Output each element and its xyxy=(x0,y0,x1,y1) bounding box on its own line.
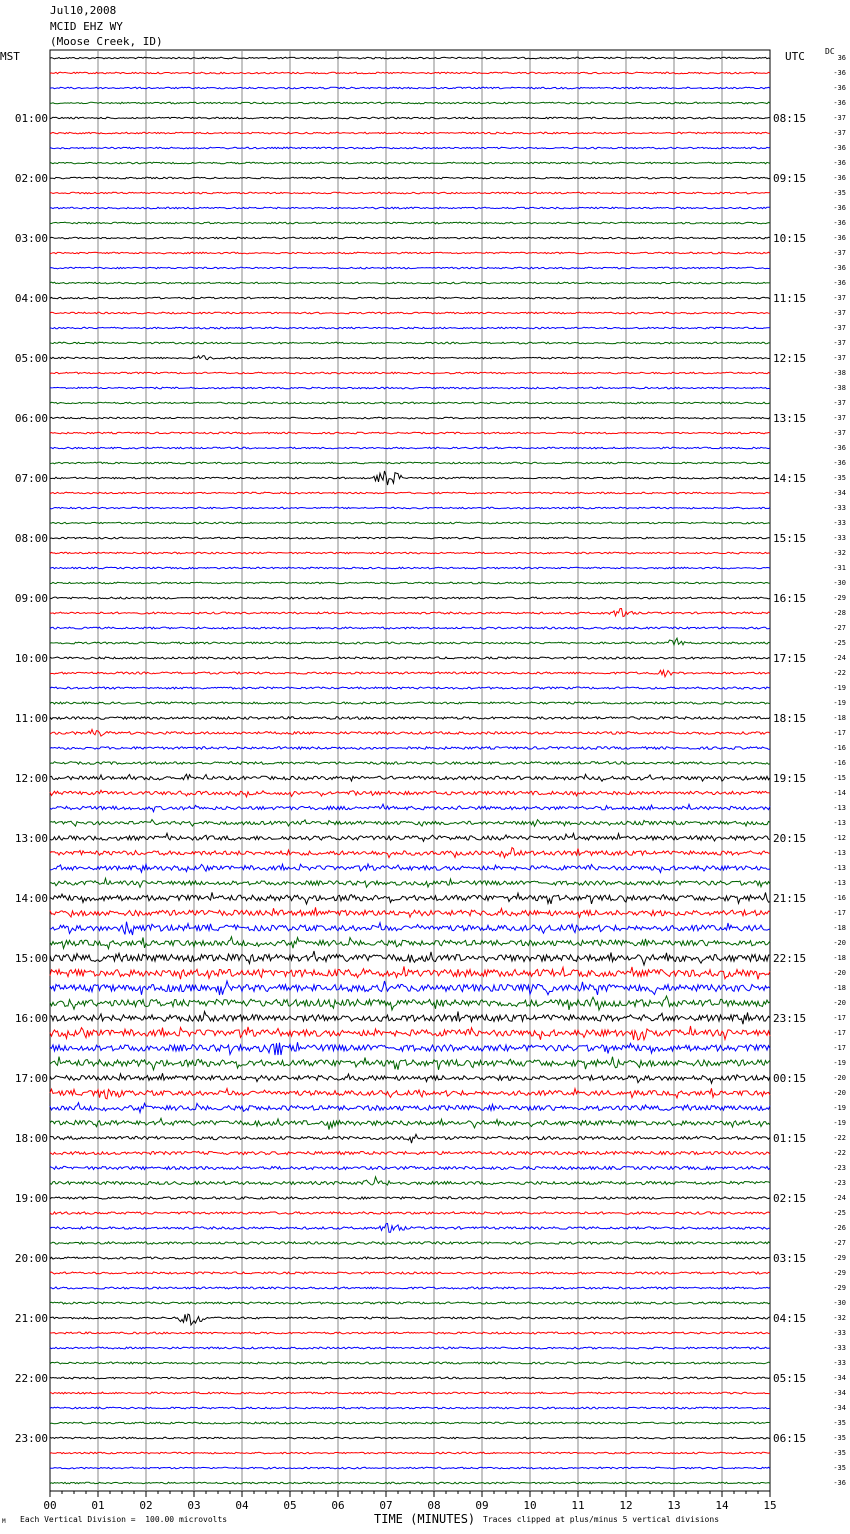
seismic-trace xyxy=(50,372,770,374)
x-tick-label: 01 xyxy=(91,1499,105,1512)
seismic-trace xyxy=(50,1011,770,1024)
date-label: Jul10,2008 xyxy=(50,4,117,17)
seismic-trace xyxy=(50,1103,770,1113)
utc-hour-label: 11:15 xyxy=(773,292,807,305)
seismic-trace xyxy=(50,747,770,750)
seismic-trace xyxy=(50,1057,770,1070)
seismic-trace xyxy=(50,702,770,704)
seismic-trace xyxy=(50,937,770,949)
dc-offset-label: -13 xyxy=(833,804,846,812)
seismic-trace xyxy=(50,1026,770,1040)
utc-hour-label: 21:15 xyxy=(773,892,807,905)
seismic-trace xyxy=(50,297,770,299)
mst-hour-label: 16:00 xyxy=(14,1012,48,1025)
dc-offset-label: -37 xyxy=(833,354,846,362)
x-axis-title: TIME (MINUTES) xyxy=(374,1512,476,1526)
seismic-traces xyxy=(50,57,770,1484)
dc-offset-label: -20 xyxy=(833,969,846,977)
mst-hour-label: 14:00 xyxy=(14,892,48,905)
dc-offset-label: -26 xyxy=(833,1224,846,1232)
mst-hour-label: 18:00 xyxy=(14,1132,48,1145)
mst-hour-label: 04:00 xyxy=(14,292,48,305)
utc-hour-label: 22:15 xyxy=(773,952,807,965)
seismic-trace xyxy=(50,567,770,569)
seismic-trace xyxy=(50,192,770,194)
seismic-trace xyxy=(50,1332,770,1334)
seismic-trace xyxy=(50,597,770,599)
mst-hour-label: 12:00 xyxy=(14,772,48,785)
utc-hour-label: 12:15 xyxy=(773,352,807,365)
dc-offset-label: -25 xyxy=(833,639,846,647)
seismic-trace xyxy=(50,1118,770,1129)
x-tick-label: 00 xyxy=(43,1499,57,1512)
scale-note: Each Vertical Division = 100.00 microvolts xyxy=(20,1515,228,1524)
seismic-trace xyxy=(50,462,770,464)
seismic-trace xyxy=(50,820,770,827)
dc-offset-label: -36 xyxy=(833,144,846,152)
dc-offset-label: -20 xyxy=(833,1074,846,1082)
dc-offset-label: -37 xyxy=(833,324,846,332)
dc-offset-label: -37 xyxy=(833,339,846,347)
dc-offset-label: -16 xyxy=(833,744,846,752)
seismic-trace xyxy=(50,267,770,269)
seismic-trace xyxy=(50,1467,770,1469)
dc-offset-label: -17 xyxy=(833,909,846,917)
x-tick-label: 11 xyxy=(571,1499,585,1512)
seismic-trace xyxy=(50,402,770,404)
dc-offset-label: -20 xyxy=(833,1089,846,1097)
mst-hour-label: 23:00 xyxy=(14,1432,48,1445)
seismic-trace xyxy=(50,117,770,119)
utc-hour-label: 01:15 xyxy=(773,1132,807,1145)
seismic-trace xyxy=(50,552,770,554)
seismic-trace xyxy=(50,1377,770,1379)
dc-offset-label: -17 xyxy=(833,1044,846,1052)
dc-offset-label: -33 xyxy=(833,519,846,527)
dc-offset-label: -32 xyxy=(833,1314,846,1322)
dc-offset-label: -36 xyxy=(833,1479,846,1487)
dc-offset-label: -24 xyxy=(833,654,846,662)
x-tick-label: 12 xyxy=(619,1499,633,1512)
x-tick-label: 06 xyxy=(331,1499,345,1512)
dc-offset-label: -35 xyxy=(833,1419,846,1427)
utc-hour-label: 14:15 xyxy=(773,472,807,485)
dc-offset-label: -36 xyxy=(833,84,846,92)
seismic-trace xyxy=(50,177,770,179)
dc-offset-label: -33 xyxy=(833,1344,846,1352)
seismic-trace xyxy=(50,922,770,935)
dc-offset-label: -36 xyxy=(833,99,846,107)
dc-offset-label: -37 xyxy=(833,129,846,137)
seismic-trace xyxy=(50,132,770,134)
seismic-trace xyxy=(50,1452,770,1454)
seismic-trace xyxy=(50,1287,770,1289)
seismic-trace xyxy=(50,878,770,887)
seismic-trace xyxy=(50,1482,770,1484)
utc-hour-label: 19:15 xyxy=(773,772,807,785)
seismic-trace xyxy=(50,1177,770,1185)
dc-offset-label: -20 xyxy=(833,939,846,947)
seismic-trace xyxy=(50,522,770,524)
seismic-trace xyxy=(50,537,770,539)
dc-offset-label: -20 xyxy=(833,999,846,1007)
dc-offset-label: -33 xyxy=(833,504,846,512)
x-tick-label: 10 xyxy=(523,1499,537,1512)
dc-offset-label: -13 xyxy=(833,819,846,827)
x-tick-label: 02 xyxy=(139,1499,153,1512)
mst-hour-label: 01:00 xyxy=(14,112,48,125)
seismic-trace xyxy=(50,1347,770,1349)
seismic-trace xyxy=(50,387,770,389)
utc-hour-label: 20:15 xyxy=(773,832,807,845)
seismic-trace xyxy=(50,1073,770,1083)
mst-hour-label: 15:00 xyxy=(14,952,48,965)
dc-offset-label: -12 xyxy=(833,834,846,842)
dc-offset-label: -19 xyxy=(833,1119,846,1127)
dc-offset-label: -36 xyxy=(833,234,846,242)
dc-offset-label: -30 xyxy=(833,579,846,587)
dc-offset-label: -36 xyxy=(833,264,846,272)
mst-hour-label: 02:00 xyxy=(14,172,48,185)
utc-hour-label: 18:15 xyxy=(773,712,807,725)
seismic-trace xyxy=(50,1088,770,1099)
dc-offset-label: -17 xyxy=(833,1014,846,1022)
seismic-trace xyxy=(50,729,770,736)
mst-hour-label: 21:00 xyxy=(14,1312,48,1325)
station-label: MCID EHZ WY xyxy=(50,20,123,33)
dc-offset-label: -32 xyxy=(833,549,846,557)
utc-hour-label: 13:15 xyxy=(773,412,807,425)
mst-hour-label: 19:00 xyxy=(14,1192,48,1205)
seismic-trace xyxy=(50,1422,770,1424)
seismic-trace xyxy=(50,162,770,164)
seismic-trace xyxy=(50,72,770,74)
seismic-trace xyxy=(50,1166,770,1169)
utc-hour-label: 00:15 xyxy=(773,1072,807,1085)
mst-hour-label: 05:00 xyxy=(14,352,48,365)
utc-hour-label: 15:15 xyxy=(773,532,807,545)
dc-offset-label: -19 xyxy=(833,699,846,707)
location-label: (Moose Creek, ID) xyxy=(50,35,163,48)
seismic-trace xyxy=(50,492,770,494)
seismic-trace xyxy=(50,1134,770,1143)
seismic-trace xyxy=(50,1392,770,1394)
mst-hour-label: 03:00 xyxy=(14,232,48,245)
dc-offset-label: -16 xyxy=(833,759,846,767)
seismic-trace xyxy=(50,790,770,797)
dc-offset-label: -34 xyxy=(833,1374,846,1382)
seismic-trace xyxy=(50,432,770,434)
seismic-trace xyxy=(50,804,770,812)
dc-offset-label: -34 xyxy=(833,1404,846,1412)
dc-offset-label: 36 xyxy=(837,54,846,62)
dc-offset-label: -29 xyxy=(833,1254,846,1262)
seismic-trace xyxy=(50,717,770,720)
seismic-trace xyxy=(50,356,770,360)
utc-hour-label: 10:15 xyxy=(773,232,807,245)
utc-hour-label: 02:15 xyxy=(773,1192,807,1205)
dc-offset-label: -37 xyxy=(833,399,846,407)
dc-offset-label: -36 xyxy=(833,279,846,287)
dc-offset-label: -35 xyxy=(833,1434,846,1442)
seismic-trace xyxy=(50,966,770,979)
seismic-trace xyxy=(50,627,770,629)
dc-offset-label: -30 xyxy=(833,1299,846,1307)
seismic-trace xyxy=(50,848,770,858)
seismic-trace xyxy=(50,609,770,617)
utc-hour-label: 17:15 xyxy=(773,652,807,665)
dc-offset-label: -15 xyxy=(833,774,846,782)
seismic-trace xyxy=(50,327,770,329)
seismic-trace xyxy=(50,1042,770,1055)
dc-offset-label: -17 xyxy=(833,1029,846,1037)
seismic-trace xyxy=(50,222,770,224)
seismic-trace xyxy=(50,1224,770,1233)
dc-offset-label: -34 xyxy=(833,489,846,497)
utc-hour-label: 03:15 xyxy=(773,1252,807,1265)
utc-hour-label: 04:15 xyxy=(773,1312,807,1325)
seismic-trace xyxy=(50,762,770,765)
mst-hour-label: 20:00 xyxy=(14,1252,48,1265)
dc-offset-label: -18 xyxy=(833,984,846,992)
seismic-trace xyxy=(50,1272,770,1274)
seismic-trace xyxy=(50,417,770,419)
dc-offset-label: -18 xyxy=(833,924,846,932)
seismic-trace xyxy=(50,1437,770,1439)
dc-offset-label: -36 xyxy=(833,69,846,77)
dc-offset-label: -13 xyxy=(833,879,846,887)
dc-offset-label: -16 xyxy=(833,894,846,902)
dc-label: DC xyxy=(825,47,835,56)
dc-offset-label: -35 xyxy=(833,474,846,482)
dc-offset-label: -13 xyxy=(833,864,846,872)
dc-offset-label: -28 xyxy=(833,609,846,617)
seismic-trace xyxy=(50,1151,770,1154)
dc-offset-label: -35 xyxy=(833,189,846,197)
dc-offset-label: -22 xyxy=(833,1134,846,1142)
utc-axis-label: UTC xyxy=(785,50,805,63)
seismic-trace xyxy=(50,981,770,995)
seismic-trace xyxy=(50,342,770,344)
dc-offset-label: -38 xyxy=(833,384,846,392)
dc-offset-label: -19 xyxy=(833,684,846,692)
mst-hour-label: 09:00 xyxy=(14,592,48,605)
dc-offset-label: -36 xyxy=(833,204,846,212)
dc-offset-label: -33 xyxy=(833,534,846,542)
seismic-trace xyxy=(50,237,770,239)
utc-hour-label: 05:15 xyxy=(773,1372,807,1385)
dc-offset-label: -14 xyxy=(833,789,846,797)
corner-mark: M xyxy=(2,1518,6,1525)
seismic-trace xyxy=(50,207,770,209)
dc-offset-label: -35 xyxy=(833,1464,846,1472)
dc-offset-label: -37 xyxy=(833,429,846,437)
utc-hour-label: 09:15 xyxy=(773,172,807,185)
seismic-trace xyxy=(50,507,770,509)
dc-offset-label: -23 xyxy=(833,1179,846,1187)
mst-axis-label: MST xyxy=(0,50,20,63)
seismic-trace xyxy=(50,657,770,659)
dc-offset-label: -37 xyxy=(833,294,846,302)
seismic-trace xyxy=(50,670,770,677)
plot-frame xyxy=(50,50,770,1491)
dc-offset-label: -23 xyxy=(833,1164,846,1172)
seismic-trace xyxy=(50,1314,770,1325)
dc-offset-label: -29 xyxy=(833,1284,846,1292)
utc-hour-label: 16:15 xyxy=(773,592,807,605)
x-tick-label: 03 xyxy=(187,1499,201,1512)
dc-offset-label: -25 xyxy=(833,1209,846,1217)
mst-hour-label: 08:00 xyxy=(14,532,48,545)
seismic-trace xyxy=(50,774,770,781)
seismic-trace xyxy=(50,907,770,917)
seismic-trace xyxy=(50,864,770,873)
dc-offset-label: -36 xyxy=(833,219,846,227)
dc-offset-label: -36 xyxy=(833,174,846,182)
utc-hour-label: 08:15 xyxy=(773,112,807,125)
dc-offset-label: -27 xyxy=(833,1239,846,1247)
dc-offset-label: -17 xyxy=(833,729,846,737)
axis-labels xyxy=(15,54,846,1512)
seismic-trace xyxy=(50,102,770,104)
seismic-trace xyxy=(50,87,770,89)
mst-hour-label: 13:00 xyxy=(14,832,48,845)
dc-offset-label: -33 xyxy=(833,1329,846,1337)
dc-offset-label: -36 xyxy=(833,444,846,452)
seismic-trace xyxy=(50,57,770,59)
dc-offset-label: -33 xyxy=(833,1359,846,1367)
dc-offset-label: -36 xyxy=(833,459,846,467)
seismic-trace xyxy=(50,1407,770,1409)
dc-offset-label: -22 xyxy=(833,669,846,677)
x-tick-label: 04 xyxy=(235,1499,249,1512)
dc-offset-label: -31 xyxy=(833,564,846,572)
seismic-trace xyxy=(50,252,770,254)
dc-offset-label: -36 xyxy=(833,159,846,167)
seismic-trace xyxy=(50,447,770,449)
dc-offset-label: -34 xyxy=(833,1389,846,1397)
dc-offset-label: -37 xyxy=(833,249,846,257)
x-tick-label: 15 xyxy=(763,1499,777,1512)
dc-offset-label: -37 xyxy=(833,414,846,422)
x-tick-label: 05 xyxy=(283,1499,297,1512)
seismic-trace xyxy=(50,1362,770,1364)
seismic-trace xyxy=(50,996,770,1010)
x-tick-label: 07 xyxy=(379,1499,393,1512)
x-tick-label: 14 xyxy=(715,1499,729,1512)
dc-offset-label: -13 xyxy=(833,849,846,857)
seismic-trace xyxy=(50,687,770,689)
seismic-trace xyxy=(50,1257,770,1259)
dc-offset-label: -37 xyxy=(833,114,846,122)
dc-offset-label: -18 xyxy=(833,954,846,962)
dc-offset-label: -24 xyxy=(833,1194,846,1202)
dc-offset-label: -29 xyxy=(833,594,846,602)
clip-note: Traces clipped at plus/minus 5 vertical divisions xyxy=(483,1515,720,1524)
mst-hour-label: 22:00 xyxy=(14,1372,48,1385)
utc-hour-label: 06:15 xyxy=(773,1432,807,1445)
mst-hour-label: 06:00 xyxy=(14,412,48,425)
dc-offset-label: -38 xyxy=(833,369,846,377)
seismic-trace xyxy=(50,951,770,965)
seismic-trace xyxy=(50,312,770,314)
x-tick-label: 09 xyxy=(475,1499,489,1512)
mst-hour-label: 07:00 xyxy=(14,472,48,485)
dc-offset-label: -37 xyxy=(833,309,846,317)
seismic-trace xyxy=(50,282,770,284)
mst-hour-label: 10:00 xyxy=(14,652,48,665)
dc-offset-label: -35 xyxy=(833,1449,846,1457)
dc-offset-label: -19 xyxy=(833,1104,846,1112)
utc-hour-label: 23:15 xyxy=(773,1012,807,1025)
seismic-trace xyxy=(50,471,770,485)
dc-offset-label: -29 xyxy=(833,1269,846,1277)
mst-hour-label: 11:00 xyxy=(14,712,48,725)
dc-offset-label: -18 xyxy=(833,714,846,722)
dc-offset-label: -22 xyxy=(833,1149,846,1157)
seismic-trace xyxy=(50,1197,770,1199)
seismic-trace xyxy=(50,1212,770,1214)
mst-hour-label: 17:00 xyxy=(14,1072,48,1085)
seismic-trace xyxy=(50,147,770,149)
x-tick-label: 13 xyxy=(667,1499,681,1512)
seismic-trace xyxy=(50,833,770,841)
seismic-trace xyxy=(50,892,770,904)
dc-offset-label: -19 xyxy=(833,1059,846,1067)
x-tick-label: 08 xyxy=(427,1499,441,1512)
seismic-trace xyxy=(50,582,770,584)
seismic-trace xyxy=(50,1302,770,1304)
dc-offset-label: -27 xyxy=(833,624,846,632)
seismic-trace xyxy=(50,638,770,645)
seismic-trace xyxy=(50,1242,770,1244)
